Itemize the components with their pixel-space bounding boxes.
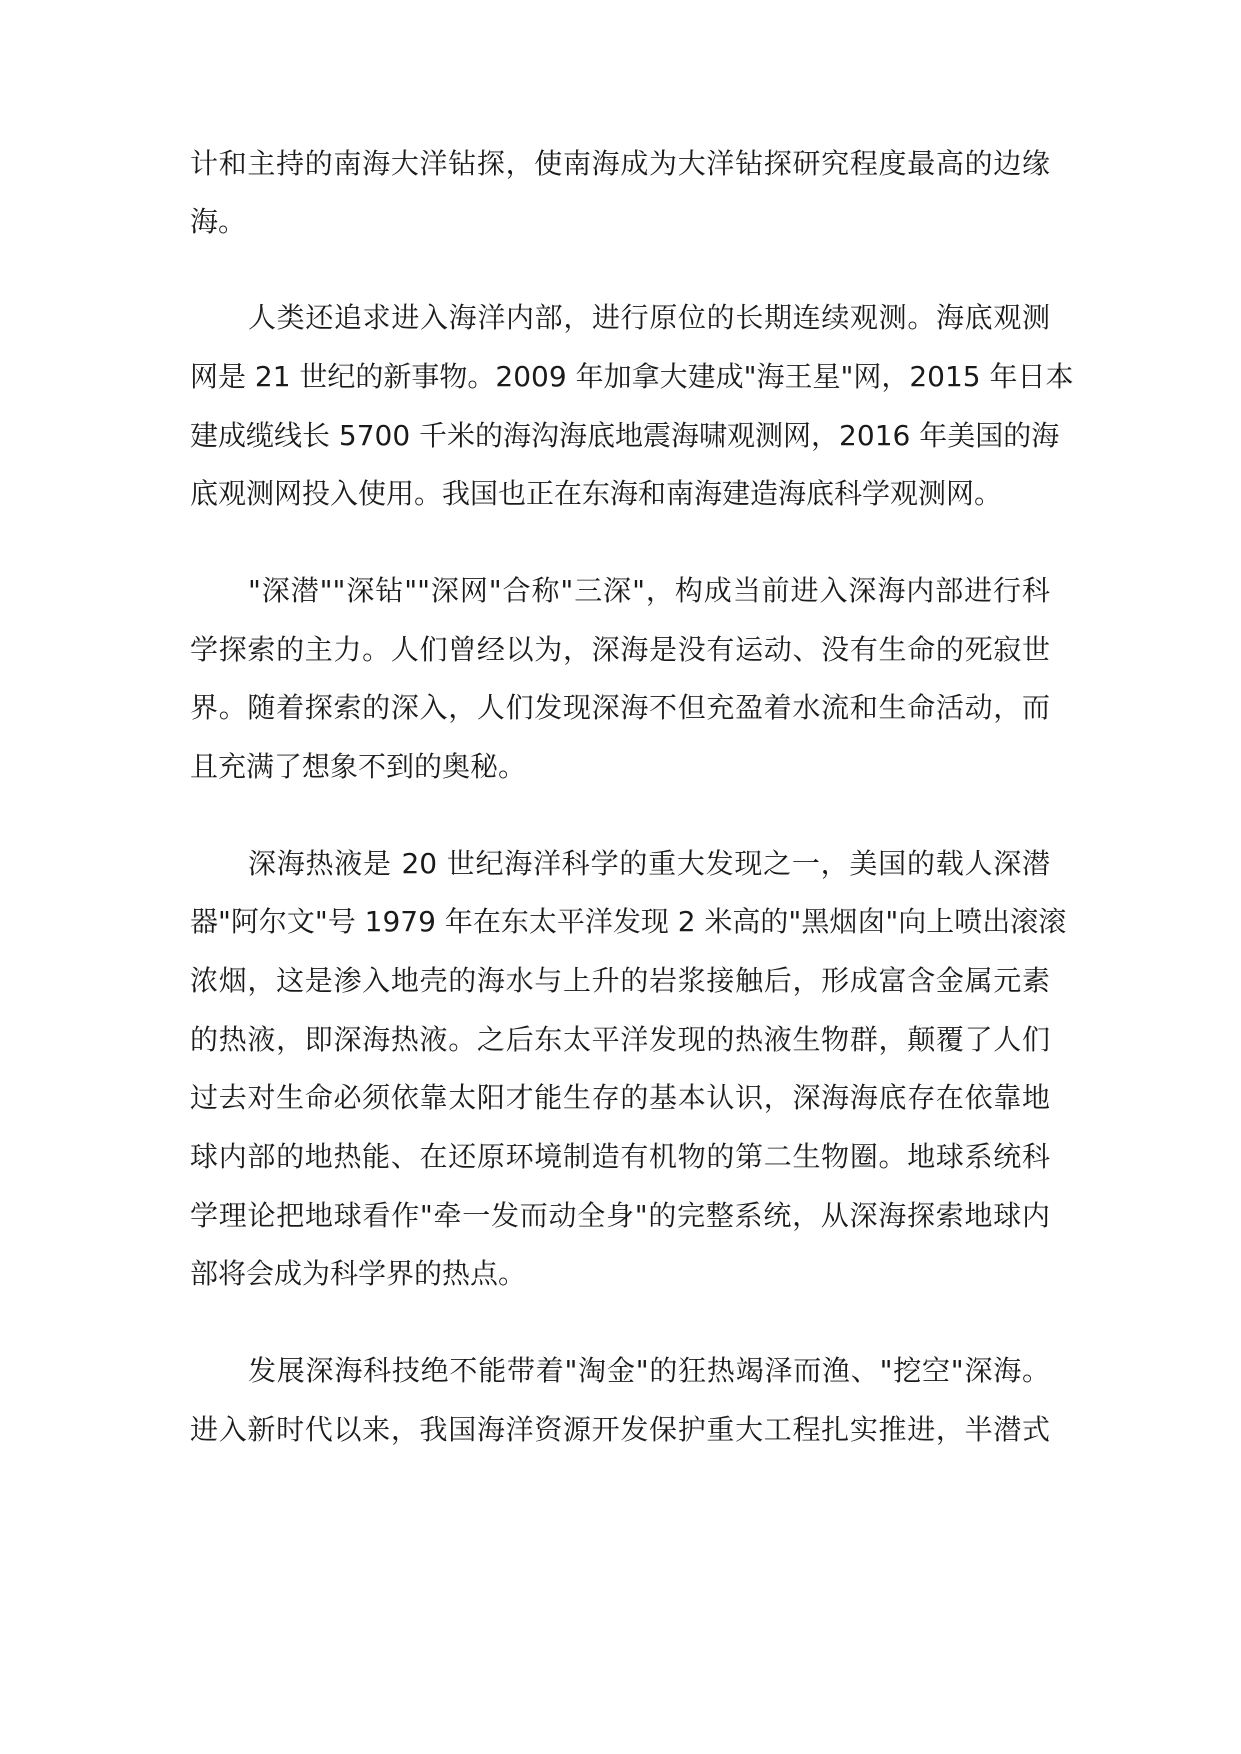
text-line: 发展深海科技绝不能带着"淘金"的狂热竭泽而渔、"挖空"深海。 <box>248 1354 1050 1387</box>
text-line: 部将会成为科学界的热点。 <box>190 1257 527 1290</box>
text-line: 学理论把地球看作"牵一发而动全身"的完整系统，从深海探索地球内 <box>190 1199 1050 1232</box>
text-line: 底观测网投入使用。我国也正在东海和南海建造海底科学观测网。 <box>190 477 1003 510</box>
text-line: 界。随着探索的深入，人们发现深海不但充盈着水流和生命活动，而 <box>190 691 1050 724</box>
text-line: 的热液，即深海热液。之后东太平洋发现的热液生物群，颠覆了人们 <box>190 1023 1050 1056</box>
text-line: 学探索的主力。人们曾经以为，深海是没有运动、没有生命的死寂世 <box>190 633 1050 666</box>
text-line: 海。 <box>190 205 247 238</box>
text-line: 计和主持的南海大洋钻探，使南海成为大洋钻探研究程度最高的边缘 <box>190 147 1050 180</box>
text-line: 建成缆线长 5700 千米的海沟海底地震海啸观测网，2016 年美国的海 <box>190 419 1060 452</box>
text-line: 球内部的地热能、在还原环境制造有机物的第二生物圈。地球系统科 <box>190 1140 1050 1173</box>
text-line: 深海热液是 20 世纪海洋科学的重大发现之一，美国的载人深潜 <box>248 847 1050 880</box>
text-line: 网是 21 世纪的新事物。2009 年加拿大建成"海王星"网，2015 年日本 <box>190 360 1074 393</box>
text-line: 且充满了想象不到的奥秘。 <box>190 750 527 783</box>
document-page <box>190 0 1074 1754</box>
text-line: 人类还追求进入海洋内部，进行原位的长期连续观测。海底观测 <box>248 301 1050 334</box>
text-line: 浓烟，这是渗入地壳的海水与上升的岩浆接触后，形成富含金属元素 <box>190 964 1050 997</box>
text-line: "深潜""深钻""深网"合称"三深"，构成当前进入深海内部进行科 <box>248 574 1050 607</box>
text-line: 过去对生命必须依靠太阳才能生存的基本认识，深海海底存在依靠地 <box>190 1081 1050 1114</box>
text-line: 进入新时代以来，我国海洋资源开发保护重大工程扎实推进，半潜式 <box>190 1413 1050 1446</box>
text-line: 器"阿尔文"号 1979 年在东太平洋发现 2 米高的"黑烟囱"向上喷出滚滚 <box>190 905 1067 938</box>
